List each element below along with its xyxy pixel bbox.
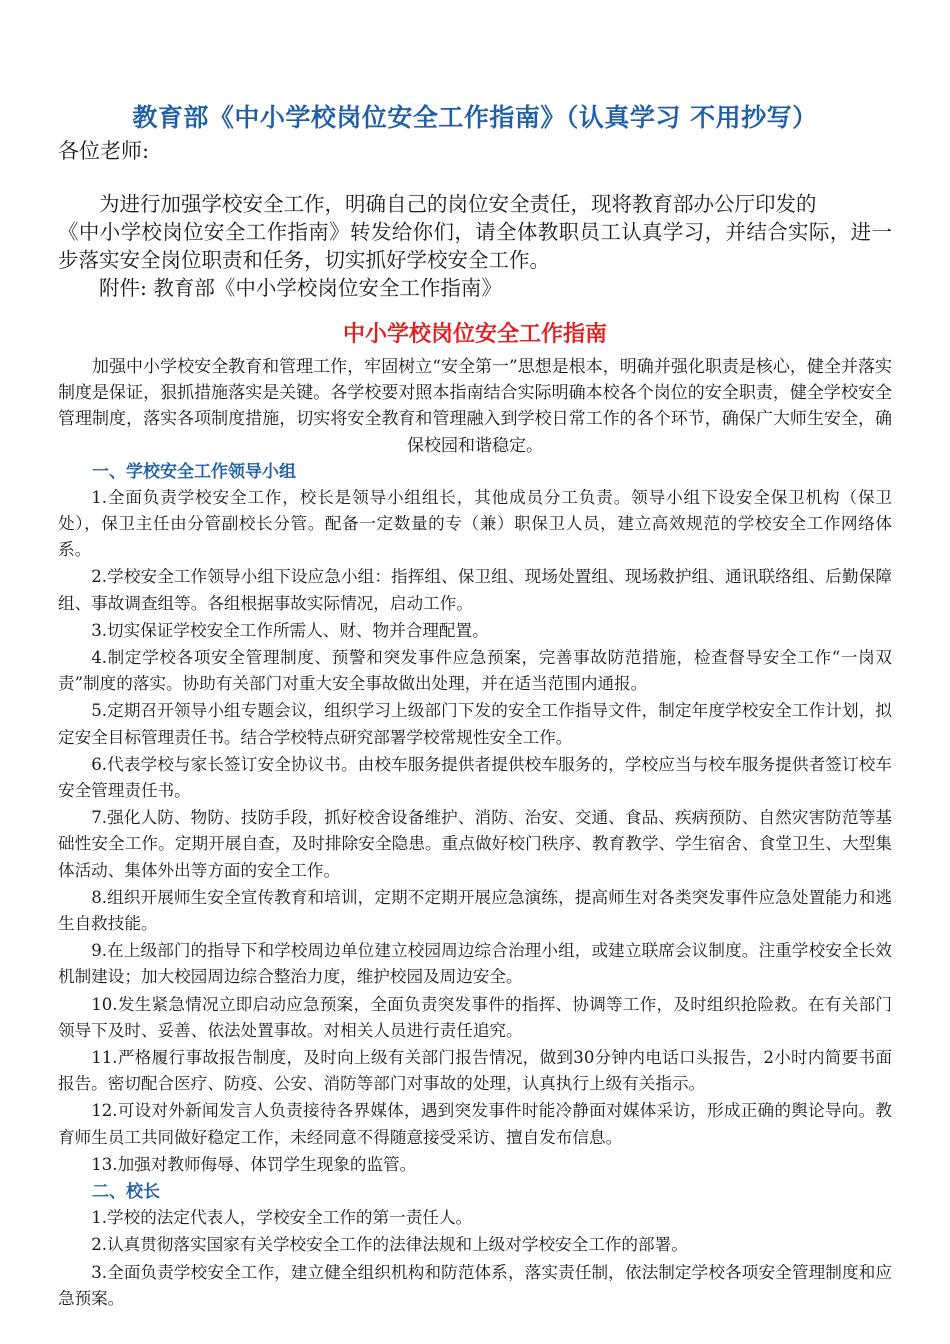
list-item: 12.可设对外新闻发言人负责接待各界媒体，遇到突发事件时能冷静面对媒体采访，形成正确的舆论导向。教育师生员工共同做好稳定工作，未经同意不得随意接受采访、擅自发布信息。	[58, 1101, 892, 1147]
list-item: 7.强化人防、物防、技防手段，抓好校舍设备维护、消防、治安、交通、食品、疾病预防、自然灾害防范等基础性安全工作。定期开展自查，及时排除安全隐患。重点做好校门秩序、教育教学、学生宿舍、食堂卫生、大型集体活动、集体外出等方面的安全工作。	[58, 808, 892, 880]
intro-block	[58, 190, 892, 274]
attachment-note: 附件: 教育部《中小学校岗位安全工作指南》	[99, 276, 502, 300]
list-item: 9.在上级部门的指导下和学校周边单位建立校园周边综合治理小组，或建立联席会议制度。注重学校安全长效机制建设；加大校园周边综合整治力度，维护校园及周边安全。	[58, 941, 892, 987]
list-item: 10.发生紧急情况立即启动应急预案，全面负责突发事件的指挥、协调等工作，及时组织抢险救。在有关部门领导下及时、妥善、依法处置事故。对相关人员进行责任追究。	[58, 994, 892, 1040]
list-item: 5.定期召开领导小组专题会议，组织学习上级部门下发的安全工作指导文件，制定年度学校安全工作计划，拟定安全目标管理责任书。结合学校特点研究部署学校常规性安全工作。	[58, 701, 892, 747]
section-heading-leadership-group: 一、学校安全工作领导小组	[92, 461, 296, 482]
section-heading-principal: 二、校长	[92, 1182, 160, 1203]
guide-title: 中小学校岗位安全工作指南	[342, 322, 607, 347]
list-item: 13.加强对教师侮辱、体罚学生现象的监管。	[91, 1154, 417, 1174]
intro-line-1: 为进行加强学校安全工作，明确自己的岗位安全责任，现将教育部办公厅印发的	[99, 192, 817, 216]
preface-paragraph: 加强中小学校安全教育和管理工作，牢固树立“安全第一”思想是根本，明确并强化职责是核心，健全并落实制度是保证，狠抓措施落实是关键。各学校要对照本指南结合实际明确本校各个岗位的安全职责，健全学校安全管理制度，落实各项制度措施，切实将安全教育和管理融入到学校日常工作的各个环节，确保广大师生安全，确保校园和谐稳定。	[58, 357, 892, 456]
list-item: 8.组织开展师生安全宣传教育和培训，定期不定期开展应急演练，提高师生对各类突发事件应急处置能力和逃生自救技能。	[58, 887, 892, 934]
greeting: 各位老师:	[58, 139, 150, 163]
document-title: 教育部《中小学校岗位安全工作指南》（认真学习 不用抄写）	[132, 103, 818, 132]
list-item: 2.学校安全工作领导小组下设应急小组：指挥组、保卫组、现场处置组、现场救护组、通讯联络组、后勤保障组、事故调查组等。各组根据事故实际情况，启动工作。	[58, 567, 892, 613]
list-item: 11.严格履行事故报告制度，及时向上级有关部门报告情况，做到30分钟内电话口头报告，2小时内简要书面报告。密切配合医疗、防疫、公安、消防等部门对事故的处理，认真执行上级有关指示。	[58, 1048, 892, 1094]
list-item: 1.全面负责学校安全工作，校长是领导小组组长，其他成员分工负责。领导小组下设安全保卫机构（保卫处），保卫主任由分管副校长分管。配备一定数量的专（兼）职保卫人员，建立高效规范的学校安全工作网络体系。	[58, 487, 892, 560]
list-item: 4.制定学校各项安全管理制度、预警和突发事件应急预案，完善事故防范措施，检查督导安全工作“一岗双责”制度的落实。协助有关部门对重大安全事故做出处理，并在适当范围内通报。	[58, 648, 892, 694]
list-item: 6.代表学校与家长签订安全协议书。由校车服务提供者提供校车服务的，学校应当与校车服务提供者签订校车安全管理责任书。	[58, 754, 892, 801]
list-item: 1.学校的法定代表人，学校安全工作的第一责任人。	[91, 1208, 473, 1228]
list-item: 3.全面负责学校安全工作，建立健全组织机构和防范体系，落实责任制，依法制定学校各项安全管理制度和应急预案。	[58, 1262, 892, 1308]
intro-line-2: 《中小学校岗位安全工作指南》转发给你们，请全体教职员工认真学习，并结合实际，进一步落实安全岗位职责和任务，切实抓好学校安全工作。	[58, 220, 892, 272]
list-item: 3.切实保证学校安全工作所需人、财、物并合理配置。	[91, 620, 489, 640]
list-item: 2.认真贯彻落实国家有关学校安全工作的法律法规和上级对学校安全工作的部署。	[91, 1235, 688, 1255]
